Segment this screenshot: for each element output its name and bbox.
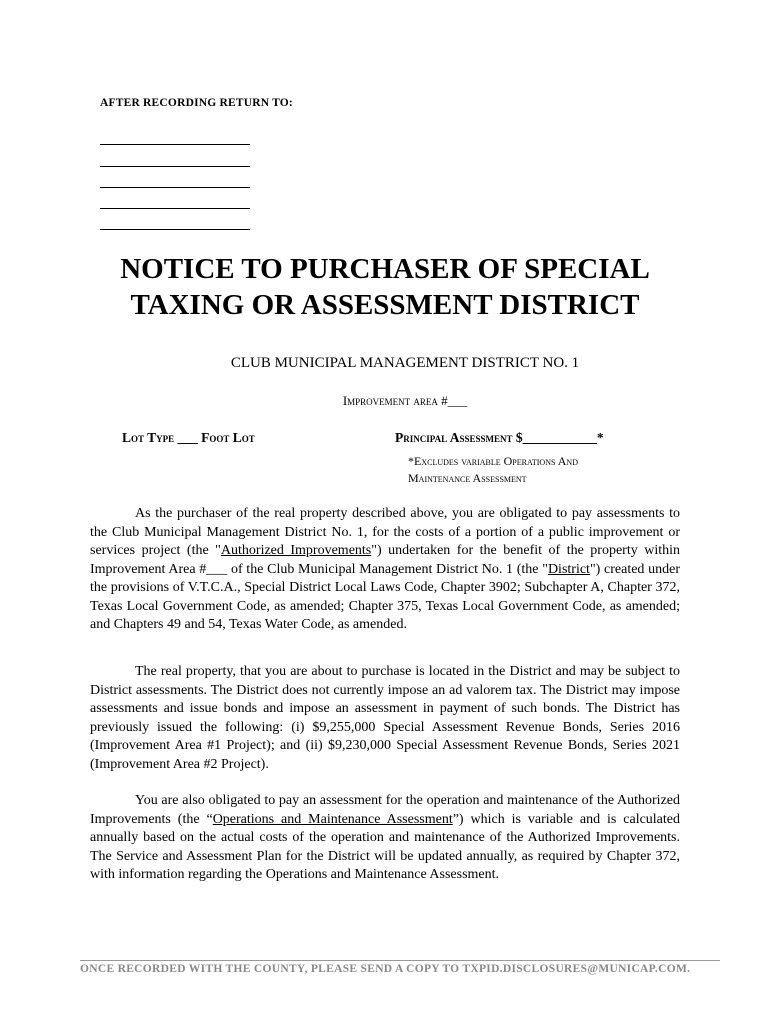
defined-term-authorized-improvements: Authorized Improvements xyxy=(220,543,372,558)
paragraph-om-part-a: You are also obligated to pay an assessment for the operation and maintenance of the Authorized Improvements (the “ xyxy=(90,793,680,827)
return-address-line-3[interactable] xyxy=(100,187,250,188)
footer-divider xyxy=(80,960,720,961)
improvement-area-field: Improvement area #___ xyxy=(342,393,468,408)
document-title-line-2: TAXING OR ASSESSMENT DISTRICT xyxy=(130,289,640,321)
return-address-line-1[interactable] xyxy=(100,144,250,145)
return-address-line-5[interactable] xyxy=(100,229,250,230)
paragraph-obligation-part-b: ") undertaken for the benefit of the property within Improvement Area #___ of the Club Municipal Management District No. 1 (the " xyxy=(90,543,680,577)
paragraph-operations-maintenance xyxy=(90,792,680,885)
paragraph-om-part-b: ”) which is variable and is calculated annually based on the actual costs of the operation and maintenance of the Authorized Improvements. The Service and Assessment Plan for the District will be updated annually, as required by Chapter 372, with information regarding the Operations and Maintenance Assessment. xyxy=(90,811,680,882)
return-address-label: AFTER RECORDING RETURN TO: xyxy=(100,97,293,109)
principal-assessment-field: Principal Assessment $___________* xyxy=(395,430,604,445)
footer-instruction: ONCE RECORDED WITH THE COUNTY, PLEASE SEND A COPY TO TXPID.DISCLOSURES@MUNICAP.COM. xyxy=(80,963,691,975)
paragraph-district-assessments: The real property, that you are about to purchase is located in the District and may be subject to District assessments. The District does not currently impose an ad valorem tax. The District may impose assessments and issue bonds and impose an assessment in payment of such bonds. The District has previously issued the following: (i) $9,255,000 Special Assessment Revenue Bonds, Series 2016 (Improvement Area #1 Project); and (ii) $9,230,000 Special Assessment Revenue Bonds, Series 2021 (Improvement Area #2 Project). xyxy=(90,664,680,772)
excludes-note xyxy=(408,453,668,487)
return-address-line-4[interactable] xyxy=(100,208,250,209)
district-name: CLUB MUNICIPAL MANAGEMENT DISTRICT NO. 1 xyxy=(230,355,580,371)
return-address-line-2[interactable] xyxy=(100,166,250,167)
defined-term-om-assessment: Operations and Maintenance Assessment xyxy=(212,811,453,827)
paragraph-obligation-part-c: ") created under the provisions of V.T.C.A., Special District Local Laws Code, Chapter 3902; Subchapter A, Chapter 372, Texas Local Government Code, as amended; Chapter 375, Texas Local Government Code, as amended; and Chapters 49 and 54, Texas Water Code, as amended. xyxy=(90,561,680,632)
lot-type-field: Lot Type ___ Foot Lot xyxy=(122,430,255,445)
excludes-note-line-2: Maintenance Assessment xyxy=(408,471,527,485)
document-title-line-1: NOTICE TO PURCHASER OF SPECIAL xyxy=(120,253,650,285)
paragraph-obligation-part-a: As the purchaser of the real property described above, you are obligated to pay assessments to the Club Municipal Management District No. 1, for the costs of a portion of a public improvement or services project (the " xyxy=(90,506,680,558)
defined-term-district: District xyxy=(547,561,590,577)
paragraph-obligation xyxy=(90,505,680,635)
excludes-note-line-1: *Excludes variable Operations And xyxy=(408,454,578,468)
